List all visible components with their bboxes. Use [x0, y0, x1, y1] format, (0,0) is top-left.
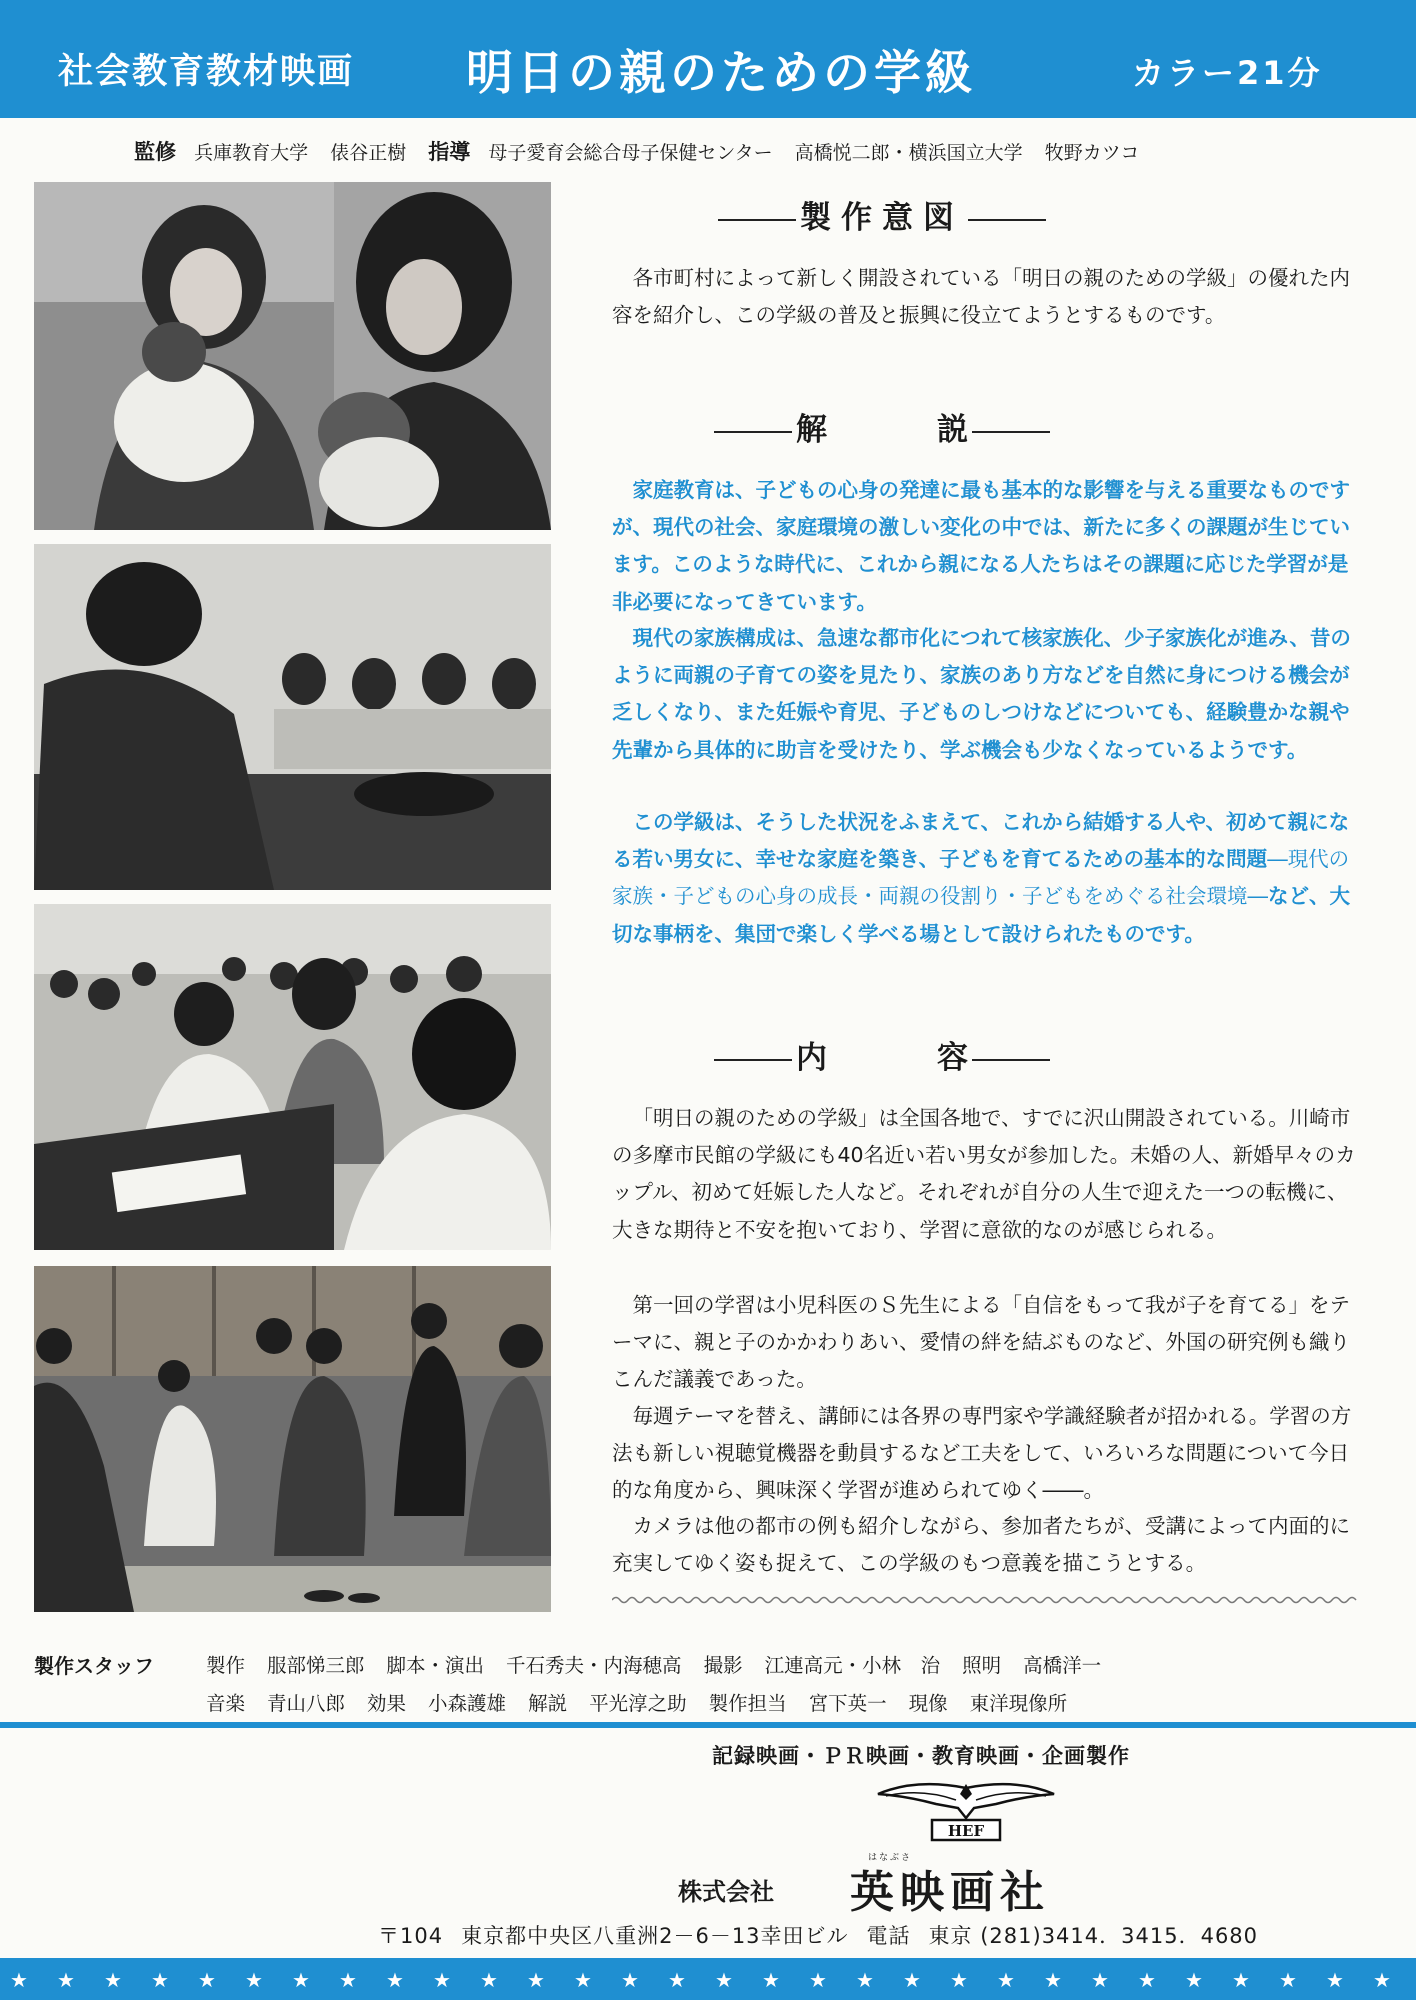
staff-name: 千石秀夫・内海穂高 — [506, 1654, 682, 1677]
guidance-label: 指導 — [428, 140, 471, 164]
staff-role: 撮影 — [703, 1654, 743, 1677]
heading-rule-left — [714, 431, 792, 433]
staff-label: 製作スタッフ — [34, 1654, 154, 1678]
star-icon: ★ — [809, 1968, 827, 1992]
star-icon: ★ — [1232, 1968, 1250, 1992]
explanation-p3-part-a: この学級は、そうした状況をふまえて、これから結婚する人や、初めて親になる若い男女に、幸せな家庭を築き、子どもを育てるための基本的な問題 — [612, 810, 1350, 872]
company-services: 記録映画・ＰＲ映画・教育映画・企画製作 — [712, 1744, 1130, 1768]
staff-line-1 — [206, 1650, 1123, 1678]
explanation-p3-part-b: ―現代の家族・子どもの心身の成長・両親の役割り・子どもをめぐる社会環境― — [612, 847, 1350, 909]
explanation-heading — [612, 404, 1152, 449]
explanation-p3-part-c: など、大切な事柄を、集団で楽しく学べる場として設けられたものです。 — [612, 884, 1350, 946]
star-icon: ★ — [621, 1968, 639, 1992]
film-duration: カラー21分 — [1132, 54, 1323, 92]
emblem-text: HEF — [947, 1822, 985, 1840]
phone-number: 東京 (281)3414．3415．4680 — [928, 1924, 1259, 1948]
photo-mothers-with-babies — [34, 182, 551, 530]
star-icon: ★ — [1091, 1968, 1109, 1992]
star-icon: ★ — [198, 1968, 216, 1992]
explanation-paragraph-3 — [612, 804, 1364, 953]
guidance-name-2: 牧野カツコ — [1044, 142, 1140, 164]
supervisor-name: 俵谷正樹 — [330, 142, 407, 164]
corporation-type: 株式会社 — [678, 1878, 774, 1906]
staff-name: 青山八郎 — [267, 1692, 346, 1715]
supervisor-org: 兵庫教育大学 — [194, 142, 309, 164]
content-heading-char-1: 内 — [796, 1040, 827, 1076]
explanation-paragraph-2: 現代の家族構成は、急速な都市化につれて核家族化、少子家族化が進み、昔のように両親の子育ての姿を見たり、家族のあり方などを自然に身につける機会が乏しくなり、また妊娠や育児、子どものしつけなどについても、経験豊かな親や先輩から具体的に助言を受けたり、学ぶ機会も少なくなっているようです。 — [612, 626, 1351, 762]
company-name: 英映画社 — [850, 1867, 1050, 1918]
heading-rule-left — [718, 219, 796, 221]
footer-divider — [0, 1722, 1416, 1728]
star-icon: ★ — [1373, 1968, 1391, 1992]
intent-text: 各市町村によって新しく開設されている「明日の親のための学級」の優れた内容を紹介し、この学級の普及と振興に役立てようとするものです。 — [612, 266, 1350, 328]
staff-role: 製作 — [206, 1654, 246, 1677]
star-icon: ★ — [997, 1968, 1015, 1992]
heading-rule-left — [714, 1059, 792, 1061]
star-icon: ★ — [574, 1968, 592, 1992]
guidance-org: 母子愛育会総合母子保健センター — [488, 142, 773, 164]
phone-label: 電話 — [866, 1924, 911, 1948]
postal-code: 〒104 — [378, 1924, 444, 1948]
staff-role: 効果 — [367, 1692, 407, 1715]
star-border — [0, 1958, 1416, 2000]
star-icon: ★ — [715, 1968, 733, 1992]
content-paragraph-3: 毎週テーマを替え、講師には各界の専門家や学識経験者が招かれる。学習の方法も新しい視聴覚機器を動員するなど工夫をして、いろいろな問題について今日的な角度から、興味深く学習が進められてゆく――。 — [612, 1404, 1352, 1503]
staff-role: 脚本・演出 — [386, 1654, 485, 1677]
explanation-paragraph-1: 家庭教育は、子どもの心身の発達に最も基本的な影響を与える重要なものですが、現代の社会、家庭環境の激しい変化の中では、新たに多くの課題が生じています。このような時代に、これから親になる人たちはその課題に応じた学習が是非必要になってきています。 — [612, 478, 1350, 614]
staff-name: 小森護雄 — [428, 1692, 507, 1715]
star-icon: ★ — [903, 1968, 921, 1992]
staff-name: 平光淳之助 — [589, 1692, 687, 1715]
star-icon: ★ — [1326, 1968, 1344, 1992]
star-icon: ★ — [339, 1968, 357, 1992]
film-title: 明日の親のための学級 — [466, 46, 976, 101]
staff-name: 東洋現像所 — [969, 1692, 1068, 1715]
photo-lecture-discussion — [34, 544, 551, 890]
staff-role: 現像 — [908, 1692, 948, 1715]
content-heading — [612, 1032, 1152, 1077]
heading-rule-right — [968, 219, 1046, 221]
eagle-emblem-icon — [876, 1774, 1056, 1844]
content-heading-char-2: 容 — [937, 1040, 968, 1076]
intent-heading-text: 製作意図 — [800, 200, 964, 236]
star-icon: ★ — [762, 1968, 780, 1992]
intent-heading — [612, 192, 1152, 237]
staff-role: 製作担当 — [708, 1692, 787, 1715]
star-icon: ★ — [151, 1968, 169, 1992]
supervision-credits — [134, 136, 1155, 166]
photo-classroom-participants — [34, 904, 551, 1250]
star-icon: ★ — [1279, 1968, 1297, 1992]
staff-name: 高橋洋一 — [1023, 1654, 1102, 1677]
street-address: 東京都中央区八重洲2－6－13幸田ビル — [461, 1924, 849, 1948]
staff-name: 服部悌三郎 — [267, 1654, 365, 1677]
star-icon: ★ — [386, 1968, 404, 1992]
photo-group-seminar — [34, 1266, 551, 1612]
star-icon: ★ — [856, 1968, 874, 1992]
staff-line-2 — [206, 1688, 1089, 1716]
star-icon: ★ — [527, 1968, 545, 1992]
film-category: 社会教育教材映画 — [58, 52, 355, 92]
content-paragraph-2: 第一回の学習は小児科医のＳ先生による「自信をもって我が子を育てる」をテーマに、親と子のかかわりあい、愛情の絆を結ぶものなど、外国の研究例も織りこんだ議義であった。 — [612, 1293, 1350, 1392]
staff-role: 照明 — [962, 1654, 1002, 1677]
guidance-name-1: 高橋悦二郎・横浜国立大学 — [794, 142, 1023, 164]
staff-name: 江連高元・小林 治 — [764, 1654, 941, 1677]
title-banner — [0, 0, 1416, 118]
wavy-divider — [612, 1594, 1364, 1606]
heading-rule-right — [972, 431, 1050, 433]
star-icon: ★ — [1138, 1968, 1156, 1992]
star-icon: ★ — [104, 1968, 122, 1992]
heading-rule-right — [972, 1059, 1050, 1061]
staff-role: 解説 — [528, 1692, 568, 1715]
star-icon: ★ — [1044, 1968, 1062, 1992]
explanation-heading-char-2: 説 — [937, 412, 968, 448]
star-icon: ★ — [433, 1968, 451, 1992]
supervision-label: 監修 — [134, 140, 176, 164]
star-icon: ★ — [292, 1968, 310, 1992]
star-icon: ★ — [1185, 1968, 1203, 1992]
staff-role: 音楽 — [206, 1692, 246, 1715]
star-icon: ★ — [57, 1968, 75, 1992]
star-icon: ★ — [950, 1968, 968, 1992]
content-paragraph-1: 「明日の親のための学級」は全国各地で、すでに沢山開設されている。川崎市の多摩市民館の学級にも40名近い若い男女が参加した。未婚の人、新婚早々のカップル、初めて妊娠した人など。それぞれが自分の人生で迎えた一つの転機に、大きな期待と不安を抱いており、学習に意欲的なのが感じられる。 — [612, 1106, 1356, 1242]
explanation-heading-char-1: 解 — [796, 412, 827, 448]
star-icon: ★ — [245, 1968, 263, 1992]
star-icon: ★ — [10, 1968, 28, 1992]
content-paragraph-4: カメラは他の都市の例も紹介しながら、参加者たちが、受講によって内面的に充実してゆく姿も捉えて、この学級のもつ意義を描こうとする。 — [612, 1514, 1350, 1576]
company-furigana: はなぶさ — [868, 1853, 913, 1863]
staff-name: 宮下英一 — [808, 1692, 887, 1715]
star-icon: ★ — [480, 1968, 498, 1992]
company-address — [378, 1920, 1276, 1950]
star-icon: ★ — [668, 1968, 686, 1992]
